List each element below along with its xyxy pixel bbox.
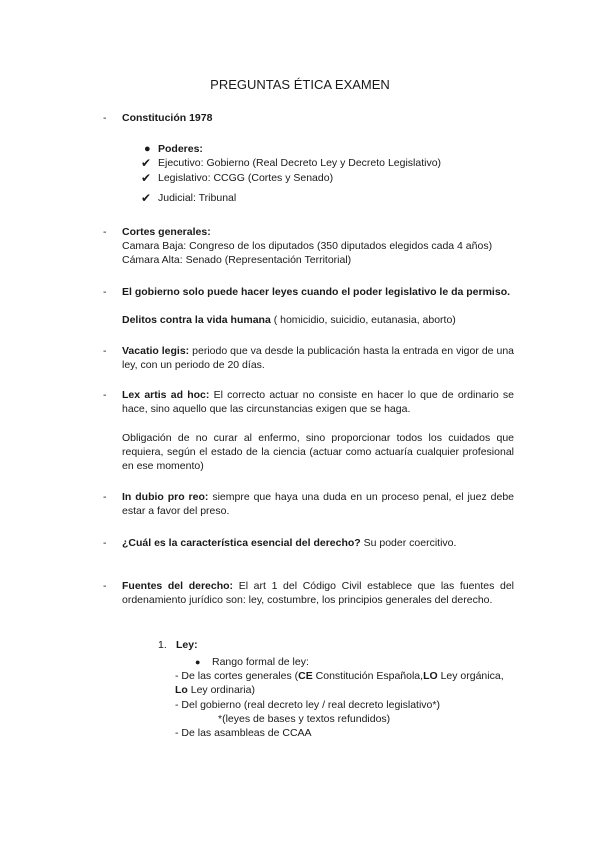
list-number: 1. [158, 639, 167, 651]
fuentes-detail: El art 1 del Código Civil establece que las fuentes del ordenamiento jurídico son: ley, costumbre, los principios generales del derecho. [122, 580, 515, 606]
caracteristica-answer: Su poder coercitivo. [360, 537, 457, 549]
poder-item: Legislativo: CCGG (Cortes y Senado) [158, 172, 334, 184]
lo-ordinaria-text: Ley ordinaria) [187, 684, 255, 696]
indubio-detail: siempre que haya una duda en un proceso penal, el juez debe estar a favor del preso. [122, 491, 514, 517]
ley-gobierno-line: - Del gobierno (real decreto ley / real decreto legislativo*) [175, 699, 440, 711]
dash-marker: - [103, 286, 107, 298]
dash-marker: - [103, 491, 107, 503]
ley-asambleas-line: - De las asambleas de CCAA [175, 727, 312, 739]
fuentes-label: Fuentes del derecho: [122, 580, 234, 592]
dash-marker: - [103, 580, 107, 592]
indubio-paragraph [122, 490, 514, 518]
poder-item: Judicial: Tribunal [158, 192, 237, 204]
dash-marker: - [103, 389, 107, 401]
lo-text: Ley orgánica, [437, 670, 504, 682]
delitos-label: Delitos contra la vida humana [122, 314, 271, 326]
constitucion-heading: Constitución 1978 [122, 112, 213, 124]
obligacion-paragraph: Obligación de no curar al enfermo, sino proporcionar todos los cuidados que requiera, según el estado de la ciencia (actuar como actuaría cualquier profesional en ese momento) [122, 432, 514, 472]
vacatio-detail: periodo que va desde la publicación hasta la entrada en vigor de una ley, con un periodo de 20 días. [122, 345, 514, 371]
ley-cortes-line-2 [175, 683, 255, 697]
page-title: PREGUNTAS ÉTICA EXAMEN [210, 77, 390, 92]
vacatio-paragraph [122, 344, 514, 372]
cortes-line: Camara Baja: Congreso de los diputados (350 diputados elegidos cada 4 años) [122, 240, 493, 252]
checkmark-icon: ✔ [141, 171, 152, 185]
rango-label: Rango formal de ley: [212, 656, 309, 668]
cortes-heading: Cortes generales: [122, 226, 211, 238]
dash-marker: - [103, 112, 107, 124]
lo-ordinaria-abbr: Lo [175, 684, 188, 696]
lex-detail: El correcto actuar no consiste en hacer lo que de ordinario se hace, sino aquello que las circunstancias exigen que se haga. [122, 389, 514, 415]
lex-label: Lex artis ad hoc: [122, 389, 210, 401]
delitos-detail: ( homicidio, suicidio, eutanasia, aborto) [270, 314, 456, 326]
ley-cortes-line [175, 669, 504, 683]
ley-cortes-prefix: - De las cortes generales ( [175, 670, 299, 682]
caracteristica-question: ¿Cuál es la característica esencial del derecho? [122, 537, 361, 549]
indubio-label: In dubio pro reo: [122, 491, 209, 503]
vacatio-label: Vacatio legis: [122, 345, 190, 357]
caracteristica-line [122, 536, 456, 550]
ley-label: Ley: [176, 639, 198, 651]
gobierno-text: El gobierno solo puede hacer leyes cuando el poder legislativo le da permiso. [122, 286, 511, 298]
bullet-icon: ● [195, 657, 201, 667]
poder-item: Ejecutivo: Gobierno (Real Decreto Ley y Decreto Legislativo) [158, 157, 442, 169]
checkmark-icon: ✔ [141, 191, 152, 205]
dash-marker: - [103, 345, 107, 357]
checkmark-icon: ✔ [141, 156, 152, 170]
dash-marker: - [103, 226, 107, 238]
ce-abbr: CE [298, 670, 313, 682]
poderes-label: Poderes: [158, 143, 203, 155]
lex-paragraph [122, 388, 514, 416]
fuentes-paragraph [122, 579, 514, 607]
delitos-line [122, 313, 456, 327]
lo-abbr: LO [423, 670, 438, 682]
ley-asterisk-line: *(leyes de bases y textos refundidos) [218, 713, 391, 725]
bullet-icon: ● [144, 143, 151, 155]
dash-marker: - [103, 537, 107, 549]
cortes-line: Cámara Alta: Senado (Representación Territorial) [122, 254, 352, 266]
ce-text: Constitución Española, [312, 670, 424, 682]
